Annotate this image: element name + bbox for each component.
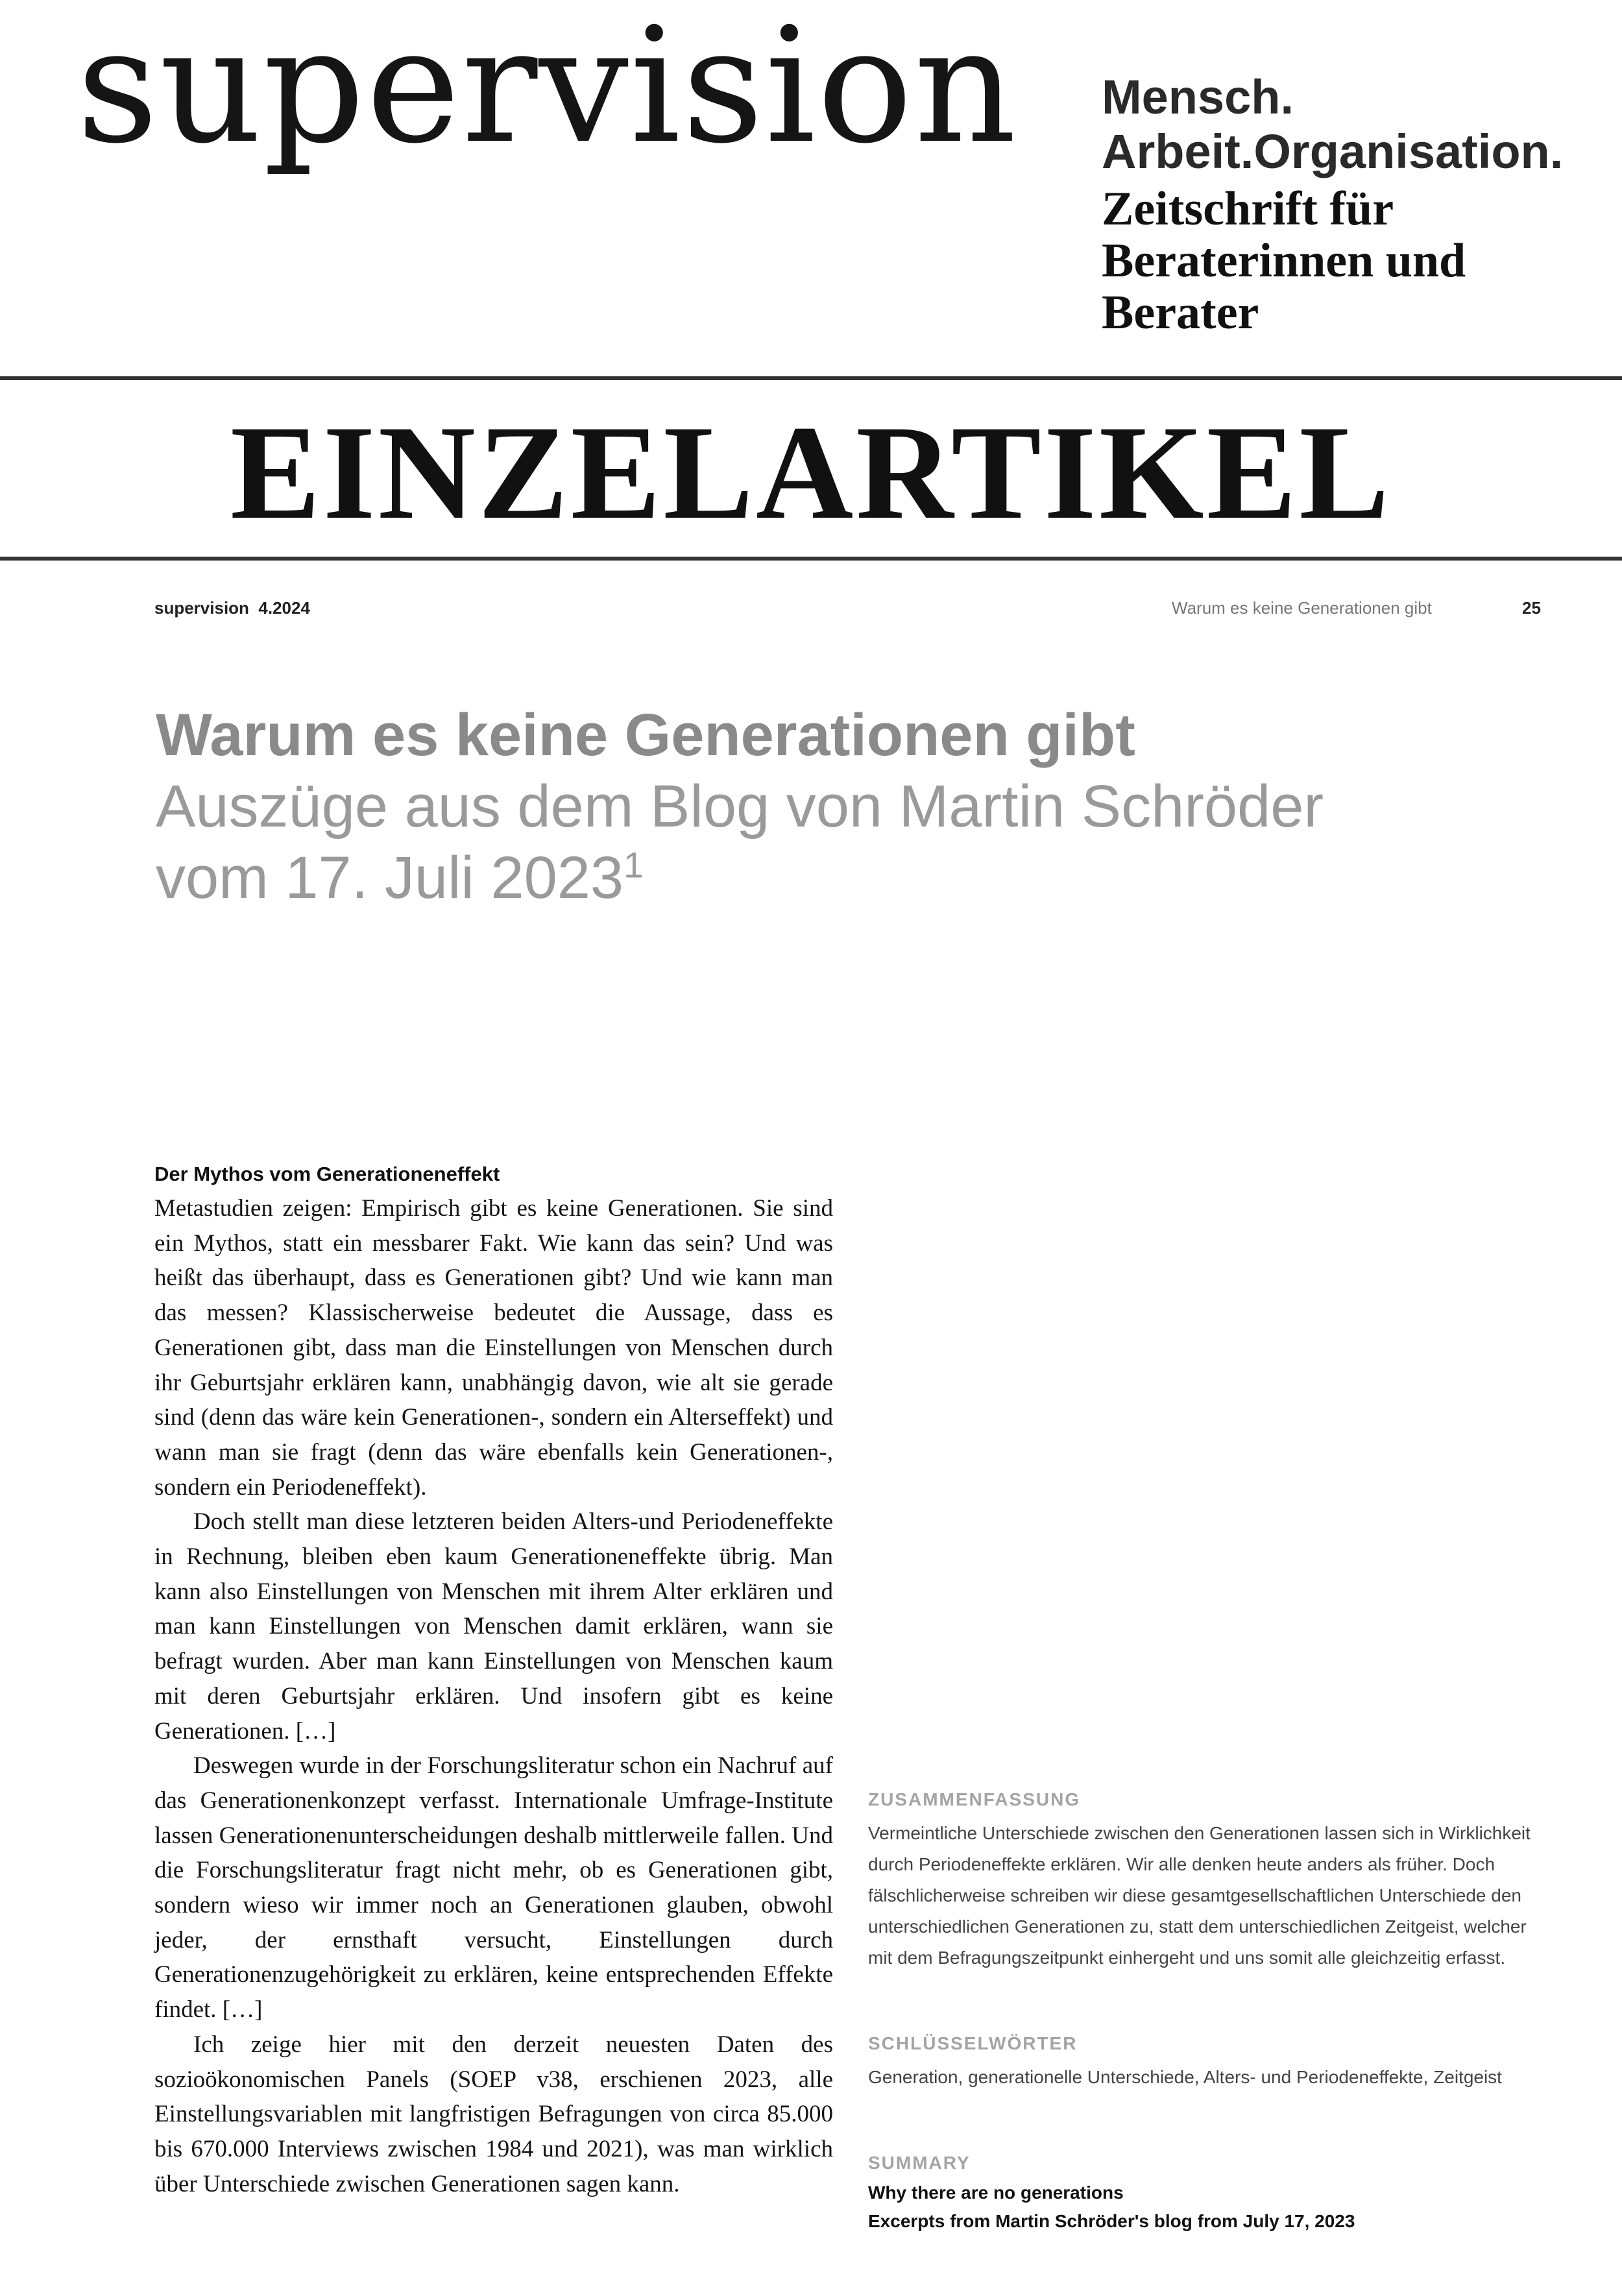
paragraph-1: Metastudien zeigen: Empirisch gibt es keine Generationen. Sie sind ein Mythos, statt ein messbarer Fakt. Wie kann das sein? Und was heißt das überhaupt, dass es Generationen gibt? Und wie kann man das messen? Klassischerweise bedeutet die Aussage, dass es Generationen gibt, dass man die Einstellungen von Menschen durch ihr Geburtsjahr erklären kann, unabhängig davon, wie alt sie gerade sind (denn das wäre kein Generationen-, sondern ein Alterseffekt) und wann man sie fragt (denn das wäre ebenfalls kein Generationen-, sondern ein Periodeneffekt).: [154, 1195, 833, 1501]
journal-logo: supervision: [77, 0, 1018, 178]
page-number: 25: [1522, 598, 1541, 618]
subtitle-line-3: Berater: [1102, 286, 1259, 339]
subtitle-line-1: Zeitschrift für: [1102, 182, 1394, 236]
paragraph-3: Deswegen wurde in der Forschungsliteratur schon ein Nachruf auf das Generationenkonzept verfasst. Internationale Umfrage-Institute lassen Generationenunterscheidungen deshalb mittlerweile fallen. Und die Forschungsliteratur fragt nicht mehr, ob es Generationen gibt, sondern wieso wir immer noch an Generationen glauben, obwohl jeder, der ernsthaft versucht, Einstellungen durch Generationenzugehörigkeit zu erklären, keine entsprechenden Effekte findet. […]: [154, 1752, 833, 2024]
article-title: Warum es keine Generationen gibt: [156, 702, 1135, 768]
summary-label: ZUSAMMENFASSUNG: [868, 1789, 1081, 1809]
paragraph-2: Doch stellt man diese letzteren beiden Alters-und Periodeneffekte in Rechnung, bleiben eben kaum Generationeneffekte übrig. Man kann also Einstellungen von Menschen mit ihrem Alter erklären und man kann Einstellungen von Menschen damit erklären, wann sie befragt wurden. Aber man kann Einstellungen von Menschen kaum mit deren Geburtsjahr erklären. Und insofern gibt es keine Generationen. […]: [154, 1508, 833, 1745]
paragraph-4: Ich zeige hier mit den derzeit neuesten Daten des sozioökonomischen Panels (SOEP v38, erschienen 2023, alle Einstellungsvariablen mit langfristigen Befragungen von circa 85.000 bis 670.000 Interviews zwischen 1984 und 2021), was man wirklich über Unterschiede zwischen Generationen sagen kann.: [154, 2031, 833, 2197]
english-summary-title: Why there are no generations: [868, 2182, 1124, 2203]
running-header-title: Warum es keine Generationen gibt: [1172, 598, 1432, 618]
article-body: [154, 1160, 833, 2201]
banner-title: EINZELARTIKEL: [230, 398, 1392, 547]
subtitle-line-2: Beraterinnen und: [1102, 234, 1466, 287]
keywords-label: SCHLÜSSELWÖRTER: [868, 2033, 1078, 2053]
section-heading: Der Mythos vom Generationeneffekt: [154, 1163, 500, 1185]
english-summary-subtitle: Excerpts from Martin Schröder's blog from July 17, 2023: [868, 2211, 1355, 2231]
article-date: vom 17. Juli 2023: [156, 845, 624, 911]
keywords-text: Generation, generationelle Unterschiede, Alters- und Periodeneffekte, Zeitgeist: [868, 2067, 1502, 2087]
footnote-mark[interactable]: 1: [623, 845, 644, 886]
running-header-issue: supervision 4.2024: [154, 598, 310, 618]
tagline-line-2: Arbeit.Organisation.: [1102, 125, 1564, 178]
english-summary-label: SUMMARY: [868, 2153, 971, 2173]
summary-text: Vermeintliche Unterschiede zwischen den Generationen lassen sich in Wirklichkeit durch Periodeneffekte erklären. Wir alle denken heute anders als früher. Doch fälschlicherweise schreiben wir diese gesamtgesellschaftlichen Unterschiede den unterschiedlichen Generationen zu, statt dem unterschiedlichen Zeitgeist, welcher mit dem Befragungszeitpunkt einhergeht und uns somit alle gleichzeitig erfasst.: [868, 1823, 1531, 1968]
tagline-line-1: Mensch.: [1102, 70, 1294, 124]
article-subtitle-line-1: Auszüge aus dem Blog von Martin Schröder: [156, 773, 1324, 840]
